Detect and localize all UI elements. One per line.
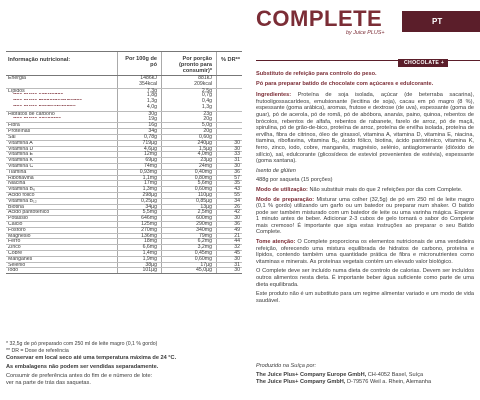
footnote-portion: * 32,5g de pó preparado com 250 ml de leite magro (0,1 % gordo) xyxy=(6,341,158,347)
portion-value: 0,4g xyxy=(161,99,216,105)
nutrient-name xyxy=(6,93,117,94)
per100-value: 69µg xyxy=(117,158,161,163)
storage-line-4: ver na parte de trás das saquetas. xyxy=(6,380,91,386)
nutrition-row xyxy=(6,250,242,256)
portion-value: 2,5g xyxy=(161,89,216,94)
nutrient-name: Vitamina A xyxy=(8,140,33,146)
nutrition-header-portion: Por porção (pronto para consumir)* xyxy=(161,52,216,75)
per100-value: 719µg xyxy=(117,141,161,146)
portion-value: 4,0mg xyxy=(161,152,216,157)
dr-value: 26 xyxy=(216,205,242,210)
per100-value: 354kcal xyxy=(117,82,161,88)
per100-value: 1,3mg xyxy=(117,187,161,192)
portion-value: 240µg xyxy=(161,141,216,146)
portion-value: 5,6mg xyxy=(161,181,216,186)
dr-value xyxy=(216,123,242,128)
per100-value: 136mg xyxy=(117,234,161,239)
nutrient-name: Lípidos xyxy=(8,88,25,94)
per100-value: 19g xyxy=(117,117,161,123)
per100-value: 18mg xyxy=(117,239,161,244)
per100-value: 5,5mg xyxy=(117,210,161,215)
brand-logo: COMPLETE xyxy=(256,6,383,31)
portion-value: 600mg xyxy=(161,216,216,221)
nutrient-name: Ácido pantoténico xyxy=(8,210,50,216)
per100-value: 17mg xyxy=(117,181,161,186)
dr-value: 34 xyxy=(216,199,242,204)
dr-value: 30 xyxy=(216,216,242,221)
brand-subtitle: by Juice PLUS+ xyxy=(346,30,385,36)
ingredients-paragraph xyxy=(256,92,474,165)
dr-value: 42 xyxy=(216,210,242,215)
portion-value: 3,2mg xyxy=(161,245,216,250)
nutrition-body xyxy=(6,76,242,273)
nutrient-name: Tiamina xyxy=(8,169,27,175)
portion-value: 0,85µg xyxy=(161,199,216,204)
per100-value: 0,25µg xyxy=(117,199,161,204)
nutrition-footnotes xyxy=(6,341,157,354)
attention-paragraph xyxy=(256,239,474,265)
nutrient-name: Iodo xyxy=(8,268,19,274)
nutrition-header-per100: Por 100g de pó xyxy=(117,52,161,75)
portion-value: 45,0µg xyxy=(161,268,216,273)
portion-value: 0,60g xyxy=(161,135,216,140)
nutrition-header xyxy=(6,52,242,76)
product-subtitle: Pó para preparar batido de chocolate com açúcares e edulcorante. xyxy=(256,80,434,87)
nutrient-name: Magnésio xyxy=(8,233,31,239)
nutrition-row xyxy=(6,267,242,273)
portion-value: 340mg xyxy=(161,228,216,233)
portion-value: 110µg xyxy=(161,193,216,198)
producer-2-address: D-79576 Weil a. Rhein, Alemanha xyxy=(346,378,432,385)
flavor-label: CHOCOLATE xyxy=(404,60,440,66)
per100-value: 7,3g xyxy=(117,89,161,94)
dr-value: 30 xyxy=(216,141,242,146)
nutrient-name: Ácido fólico xyxy=(8,192,35,198)
nutrient-name: Selénio xyxy=(8,262,26,268)
nutrient-name: Cálcio xyxy=(8,221,23,227)
portion-value: 23µg xyxy=(161,158,216,163)
closing-paragraph: Este produto não é um substituto para um regime alimentar variado e um modo de vida saudável. xyxy=(256,291,474,304)
per100-value: 1,1mg xyxy=(117,176,161,181)
per100-value: 1,3g xyxy=(117,99,161,105)
dr-value xyxy=(216,117,242,123)
nutrient-name: Sal xyxy=(8,134,16,140)
preparation-paragraph xyxy=(256,197,474,237)
footnote-dr: ** DR = Dose de referência xyxy=(6,347,69,354)
per100-value: 646mg xyxy=(117,216,161,221)
preparation-label: Modo de preparação: xyxy=(256,196,315,203)
nutrient-name: Potássio xyxy=(8,216,28,221)
portion-value: 0,60mg xyxy=(161,187,216,192)
dr-value: 57 xyxy=(216,176,242,181)
dr-value xyxy=(216,129,242,134)
per100-value: 298µg xyxy=(117,193,161,198)
portion-value: 2,5mg xyxy=(161,210,216,215)
portion-value: 0,45mg xyxy=(161,251,216,256)
dr-value: 45 xyxy=(216,251,242,256)
nutrient-name: Proteínas xyxy=(8,129,31,134)
per100-value: 34µg xyxy=(117,205,161,210)
dr-value: 43 xyxy=(216,187,242,192)
nutrient-name: Ferro xyxy=(8,239,21,245)
per100-value: 1,4mg xyxy=(117,251,161,256)
storage-line-1: Conservar em local seco até uma temperatura máxima de 24 °C. xyxy=(6,355,177,361)
per100-value: 30g xyxy=(117,112,161,117)
nutrient-name: Vitamina K xyxy=(8,158,33,163)
nutrition-row xyxy=(6,256,242,262)
dr-value xyxy=(216,82,242,88)
per100-value: 6,6mg xyxy=(117,245,161,250)
portion-value: 0,40mg xyxy=(161,170,216,175)
ingredients-label: Ingredientes: xyxy=(256,92,292,99)
nutrition-row xyxy=(6,134,242,140)
nutrient-name xyxy=(6,99,117,100)
nutrient-name: Vitamina D xyxy=(8,146,34,152)
dr-value: 36 xyxy=(216,222,242,227)
nutrient-name: Manganês xyxy=(8,256,33,262)
package-weight: 488g por saqueta (15 porções) xyxy=(256,177,333,184)
dr-value: 33 xyxy=(216,152,242,157)
dr-value: 32 xyxy=(216,245,242,250)
portion-value: 79mg xyxy=(161,234,216,239)
nutrient-name xyxy=(6,105,117,106)
storage-line-2: As embalagens não podem ser vendidas separadamente. xyxy=(6,364,159,370)
per100-value: 101µg xyxy=(117,268,161,273)
producer-2-name: The Juice Plus+ Company GmbH, xyxy=(256,378,346,385)
per100-value: 0,93mg xyxy=(117,170,161,175)
per100-value: 16g xyxy=(117,123,161,128)
dr-value: 36 xyxy=(216,170,242,175)
nutrient-name: Cobre xyxy=(8,250,23,256)
per100-value: 1486kJ xyxy=(117,76,161,82)
nutrient-name: Energia xyxy=(8,76,26,81)
per100-value: 4,6µg xyxy=(117,147,161,152)
per100-value: 74mg xyxy=(117,164,161,169)
ingredients-text: Proteína de soja isolada, açúcar (de beterraba sacarina), frutooligossacarídeos, emulsionante (lecitina de soja), cacau em pó magro (8 %), espessante (goma arábica), aromas, frutose e dextrose (de uva), espessante (goma de guar), pó de acerola, pó de romã, pó de abóbora, ananás, paino, quinoa, rebentos de brócolos, rebentos de alfafa, rebentos de rabanete, farelo de arroz, pó de maçã, spirulina, pó de grão-de-bico, proteína de arroz, proteína de ervilha isolada, proteína de ervilha, fibra de citrinos, óleo de girassol, vitamina A, vitamina D, vitamina E, niacina, tiamina, riboflavina, vitamina B₆, ácido fólico, biotina, ácido pantoténico, vitamina K, ferro, zinco, iodo, cobre, manganês, magnésio, selénio, antiaglomerante (dióxido de silício), sal, edulcorante (glicosídeos de esteviol provenientes de estévia), espessante (goma xantana). xyxy=(256,92,474,165)
producer-info xyxy=(256,363,474,385)
nutrient-name: Zinco xyxy=(8,245,21,250)
nutrient-name: Vitamina C xyxy=(8,163,34,169)
per100-value: 0,78g xyxy=(117,135,161,140)
nutrition-row xyxy=(6,82,242,88)
usage-paragraph xyxy=(256,187,474,194)
dr-value: 49 xyxy=(216,228,242,233)
producer-line-1 xyxy=(256,372,474,379)
portion-value: 13µg xyxy=(161,205,216,210)
dr-value: 31 xyxy=(216,263,242,268)
nutrient-name xyxy=(6,117,117,118)
dr-value xyxy=(216,105,242,111)
dr-value: 55 xyxy=(216,193,242,198)
dr-value: 30 xyxy=(216,147,242,152)
attention-text: O Complete proporciona os elementos nutricionais de uma verdadeira refeição, oferecendo uma mistura equilibrada de hidratos de carbono, proteína e lípidos, contendo também uma quantidade prática de fibra e micronutrientes como vitaminas e minerais. As proteínas vegetais contém um elevado valor biológico. xyxy=(256,239,475,265)
portion-value: 0,60mg xyxy=(161,257,216,262)
nutrient-name: Niacina xyxy=(8,181,26,187)
nutrient-name: Riboflavina xyxy=(8,175,34,181)
dr-value: 44 xyxy=(216,239,242,244)
nutrition-header-label: Informação nutricional: xyxy=(8,57,71,63)
portion-value: 881kJ xyxy=(161,76,216,82)
portion-value: 0,7g xyxy=(161,93,216,99)
preparation-text: Misturar uma colher (32,5g) de pó em 250 ml de leite magro (0,1 % gordo) utilizando um garfo ou um batedor ou preparar num shaker. O batido pode ser também misturado com um batedor de leite ou uma varinha mágica. Esperar 1 minuto antes de beber. Adicionar 2-3 cubos de gelo tornará o sabor do Complete mais cremoso! É importante que siga estas instruções ao preparar o seu Batido Complete. xyxy=(256,196,474,236)
portion-value: 209kcal xyxy=(161,82,216,88)
storage-line-3: Consumir de preferência antes do fim de e número de lote: xyxy=(6,373,153,379)
dr-value: 35 xyxy=(216,181,242,186)
portion-value: 1,5µg xyxy=(161,147,216,152)
nutrition-header-dr: % DR** xyxy=(216,52,242,75)
nutrient-name: Hidratos de carbono xyxy=(8,111,55,117)
producer-line-2 xyxy=(256,379,474,386)
product-description xyxy=(256,71,474,307)
nutrition-row xyxy=(6,221,242,227)
portion-value: 6,2mg xyxy=(161,239,216,244)
nutrition-row xyxy=(6,192,242,198)
nutrient-name: Biotina xyxy=(8,204,24,210)
dr-value: 21 xyxy=(216,234,242,239)
language-tab: PT xyxy=(402,11,480,32)
portion-value: 1,3g xyxy=(161,105,216,111)
flavor-badge xyxy=(398,59,448,67)
per100-value: 1,9mg xyxy=(117,257,161,262)
per100-value: 4,0g xyxy=(117,105,161,111)
producer-1-name: The Juice Plus+ Company Europe GmbH, xyxy=(256,371,367,378)
plus-icon: + xyxy=(440,60,445,66)
per100-value: 38µg xyxy=(117,263,161,268)
nutrition-row xyxy=(6,163,242,169)
gluten-free-note: Isento de glúten xyxy=(256,167,296,174)
per100-value: 34g xyxy=(117,129,161,134)
portion-value: 24mg xyxy=(161,164,216,169)
storage-info xyxy=(6,355,236,387)
portion-value: 0,80mg xyxy=(161,176,216,181)
per100-value: 270mg xyxy=(117,228,161,233)
per100-value: 125mg xyxy=(117,222,161,227)
dr-value: 30 xyxy=(216,257,242,262)
product-title: Substituto de refeição para controlo do peso. xyxy=(256,71,377,77)
per100-value: 1,8g xyxy=(117,93,161,99)
nutrition-row xyxy=(6,169,242,175)
per100-value: 12mg xyxy=(117,152,161,157)
portion-value: 20g xyxy=(161,129,216,134)
dr-value: 30 xyxy=(216,164,242,169)
nutrient-name: Vitamina B₆ xyxy=(8,187,36,192)
nutrition-row xyxy=(6,198,242,204)
usage-label: Modo de utilização: xyxy=(256,186,308,193)
portion-value: 290mg xyxy=(161,222,216,227)
usage-text: Não substituir mais do que 2 refeições por dia com Complete. xyxy=(309,186,463,193)
dr-value: 30 xyxy=(216,268,242,273)
nutrition-row xyxy=(6,227,242,233)
nutrition-table xyxy=(6,51,242,274)
producer-1-address: CH-4052 Basel, Suíça xyxy=(367,371,424,378)
nutrient-name: Vitamina E xyxy=(8,152,33,158)
dr-value: 31 xyxy=(216,158,242,163)
diet-paragraph: O Complete deve ser incluído numa dieta de controlo de calorias. Devem ser incluídos outros alimentos nesta dieta. É importante beber água suficiente como parte de uma dieta equilibrada. xyxy=(256,268,474,288)
attention-label: Tome atenção: xyxy=(256,239,296,246)
producer-heading: Produzido na Suíça por: xyxy=(256,363,317,369)
nutrient-name: Fósforo xyxy=(8,227,26,233)
nutrient-name xyxy=(6,82,117,88)
portion-value: 23g xyxy=(161,112,216,117)
nutrient-name: Fibra xyxy=(8,123,20,129)
portion-value: 17µg xyxy=(161,263,216,268)
portion-value: 5,0g xyxy=(161,123,216,128)
nutrient-name: Vitamina B₁₂ xyxy=(8,198,37,204)
nutrition-row xyxy=(6,140,242,146)
portion-value: 20g xyxy=(161,117,216,123)
